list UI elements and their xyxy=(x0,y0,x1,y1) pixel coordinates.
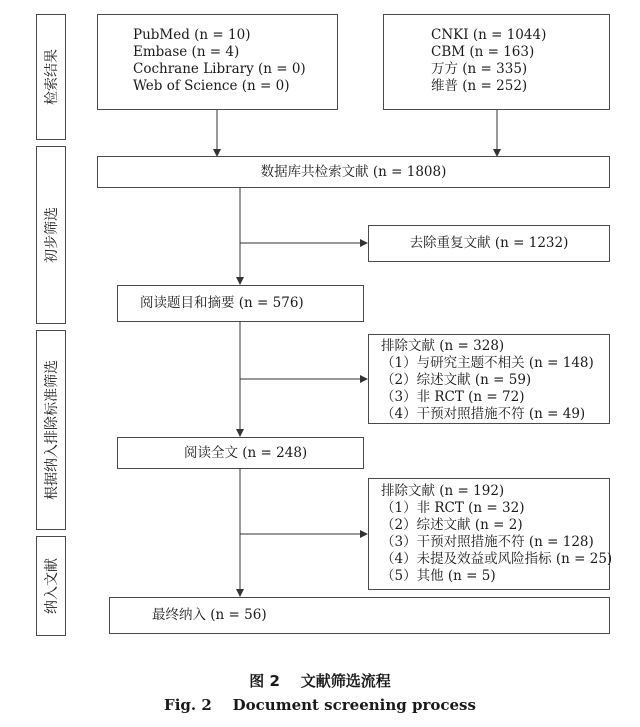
exclusion2-item: （5）其他 (n = 5) xyxy=(381,568,496,584)
exclusion1-item: （1）与研究主题不相关 (n = 148) xyxy=(381,355,594,371)
full-text-box xyxy=(117,437,364,469)
stage-screening-label: 初步筛选 xyxy=(44,207,60,263)
title-abstract-box xyxy=(117,285,364,322)
total-text: 数据库共检索文献 (n = 1808) xyxy=(260,164,447,180)
full-text-text: 阅读全文 (n = 248) xyxy=(184,445,308,461)
source-cochrane: Cochrane Library (n = 0) xyxy=(133,61,306,77)
exclusion1-item: （3）非 RCT (n = 72) xyxy=(381,389,525,405)
source-cnki: CNKI (n = 1044) xyxy=(431,27,547,43)
exclusion2-item: （3）干预对照措施不符 (n = 128) xyxy=(381,534,594,550)
source-cbm: CBM (n = 163) xyxy=(431,44,535,60)
final-text: 最终纳入 (n = 56) xyxy=(152,607,267,623)
stage-included-label: 纳入文献 xyxy=(44,558,60,614)
final-box xyxy=(109,597,610,634)
duplicates-text: 去除重复文献 (n = 1232) xyxy=(409,235,569,251)
exclusion2-item: （4）未提及效益或风险指标 (n = 25) xyxy=(381,551,613,567)
exclusion2-box xyxy=(368,478,613,590)
source-web-of-science: Web of Science (n = 0) xyxy=(133,78,290,94)
exclusion1-item: （4）干预对照措施不符 (n = 49) xyxy=(381,406,586,422)
exclusion2-item: （1）非 RCT (n = 32) xyxy=(381,500,525,516)
exclusion2-title: 排除文献 (n = 192) xyxy=(381,483,505,499)
chinese-sources-box xyxy=(383,14,610,110)
exclusion1-item: （2）综述文献 (n = 59) xyxy=(381,372,532,388)
title-abstract-text: 阅读题目和摘要 (n = 576) xyxy=(140,295,304,311)
stage-retrieval-label: 检索结果 xyxy=(44,49,60,105)
caption-cn: 图 2 文献筛选流程 xyxy=(249,672,391,690)
total-box xyxy=(97,156,610,188)
source-wanfang: 万方 (n = 335) xyxy=(431,61,528,77)
source-pubmed: PubMed (n = 10) xyxy=(133,27,251,43)
exclusion1-title: 排除文献 (n = 328) xyxy=(381,338,505,354)
caption-en: Fig. 2 Document screening process xyxy=(164,696,476,714)
source-vip: 维普 (n = 252) xyxy=(431,78,528,94)
english-sources-box xyxy=(97,14,338,110)
stage-eligibility-label: 根据纳入排除标准筛选 xyxy=(44,360,60,500)
source-embase: Embase (n = 4) xyxy=(133,44,240,60)
exclusion2-item: （2）综述文献 (n = 2) xyxy=(381,517,523,533)
exclusion1-box xyxy=(368,334,610,424)
duplicates-box xyxy=(368,225,610,262)
